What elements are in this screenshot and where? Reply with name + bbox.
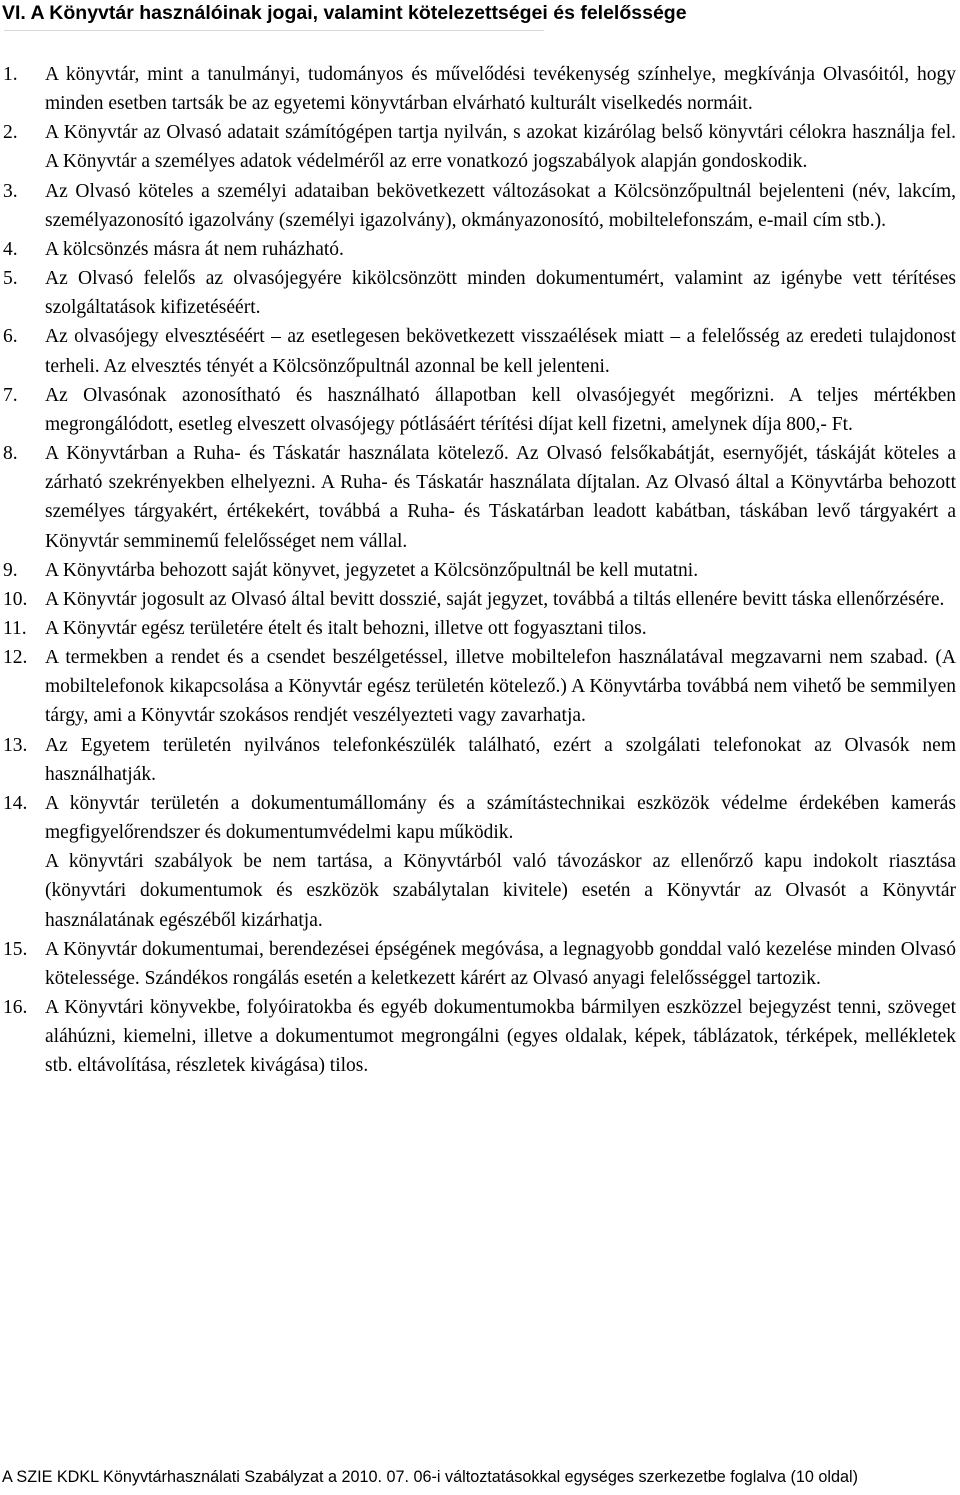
item-number: 2. <box>3 122 18 144</box>
item-text: Az Olvasó felelős az olvasójegyére kikölcsönzött minden dokumentumért, valamint az igénybe vett térítéses szolgáltatások kifizetéséért. <box>45 268 956 319</box>
item-number: 10. <box>3 588 28 610</box>
item-number: 6. <box>3 326 18 348</box>
item-text: A kölcsönzés másra át nem ruházható. <box>45 238 344 260</box>
item-number: 8. <box>3 443 18 465</box>
list-item <box>0 235 956 264</box>
item-number: 1. <box>3 64 18 85</box>
list-item <box>0 585 956 614</box>
section-heading-text: VI. A Könyvtár használóinak jogai, valamint kötelezettségei és felelőssége <box>2 2 687 24</box>
item-number: 14. <box>3 792 28 814</box>
item-text-continued: A könyvtári szabályok be nem tartása, a Könyvtárból való távozáskor az ellenőrző kapu indokolt riasztása (könyvtári dokumentumok és eszközök szabálytalan kivitele) esetén a Könyvtár az Olvasót a Könyvtár használatának egészéből kizárhatja. <box>45 851 956 931</box>
heading-underline <box>4 30 544 31</box>
item-number: 3. <box>3 180 18 202</box>
list-item <box>0 264 956 322</box>
item-text: A Könyvtár egész területére ételt és italt behozni, illetve ott fogyasztani tilos. <box>45 617 647 639</box>
list-item <box>0 381 956 439</box>
section-heading <box>0 0 687 26</box>
footer-text: A SZIE KDKL Könyvtárhasználati Szabályzat a 2010. 07. 06-i változtatásokkal egységes szerkezetbe foglalva (10 oldal) <box>2 1468 859 1486</box>
item-text: Az Olvasónak azonosítható és használható állapotban kell olvasójegyét megőrizni. A teljes mértékben megrongálódott, esetleg elveszett olvasójegy pótlásáért térítési díjat kell fizetni, amelynek díja 800,- Ft. <box>45 384 956 435</box>
item-number: 4. <box>3 238 18 260</box>
item-text: Az Egyetem területén nyilvános telefonkészülék található, ezért a szolgálati telefonokat az Olvasók nem használhatják. <box>45 734 956 785</box>
rules-list <box>0 60 956 1080</box>
list-item <box>0 177 956 235</box>
list-item <box>0 118 956 176</box>
list-item <box>0 643 956 730</box>
item-text: A Könyvtár az Olvasó adatait számítógépen tartja nyilván, s azokat kizárólag belső könyvtári célokra használja fel. A Könyvtár a személyes adatok védelméről az erre vonatkozó jogszabályok alapján gondoskodik. <box>45 122 956 173</box>
list-item <box>0 935 956 993</box>
item-text: A termekben a rendet és a csendet beszélgetéssel, illetve mobiltelefon használatával megzavarni nem szabad. (A mobiltelefonok kikapcsolása a Könyvtár egész területén kötelező.) A Könyvtárba továbbá nem vihető be semmilyen tárgy, ami a Könyvtár szokásos rendjét veszélyezteti vagy zavarhatja. <box>45 647 956 727</box>
item-number: 13. <box>3 734 28 756</box>
item-number: 16. <box>3 997 28 1018</box>
list-item <box>0 789 956 935</box>
item-number: 12. <box>3 647 28 669</box>
page-footer <box>0 1466 960 1488</box>
item-text: A könyvtár területén a dokumentumállomány és a számítástechnikai eszközök védelme érdekében kamerás megfigyelőrendszer és dokumentumvédelmi kapu működik. <box>45 792 956 844</box>
item-number: 7. <box>3 384 18 406</box>
list-item <box>0 439 956 556</box>
list-item <box>0 614 956 643</box>
list-item <box>0 556 956 585</box>
item-number: 15. <box>3 938 28 960</box>
item-number: 11. <box>3 617 27 639</box>
item-text: A Könyvtárba behozott saját könyvet, jegyzetet a Kölcsönzőpultnál be kell mutatni. <box>45 559 699 581</box>
item-text: Az Olvasó köteles a személyi adataiban bekövetkezett változásokat a Kölcsönzőpultnál bejelenteni (név, lakcím, személyazonosító igazolvány (személyi igazolvány), okmányazonosító, mobiltelefonszám, e-mail cím stb.). <box>45 180 956 231</box>
list-item <box>0 60 956 118</box>
list-item <box>0 993 956 1080</box>
item-text: A Könyvtár dokumentumai, berendezései épségének megóvása, a legnagyobb gonddal való kezelése minden Olvasó kötelessége. Szándékos rongálás esetén a keletkezett kárért az Olvasó anyagi felelősséggel tartozik. <box>45 938 956 989</box>
item-number: 9. <box>3 559 18 581</box>
list-item <box>0 731 956 789</box>
item-number: 5. <box>3 268 18 290</box>
item-text: A Könyvtári könyvekbe, folyóiratokba és egyéb dokumentumokba bármilyen eszközzel bejegyzést tenni, szöveget aláhúzni, kiemelni, illetve a dokumentumot megrongálni (egyes oldalak, képek, táblázatok, térképek, mellékletek stb. eltávolítása, részletek kivágása) tilos. <box>45 997 956 1077</box>
item-text: A Könyvtárban a Ruha- és Táskatár használata kötelező. Az Olvasó felsőkabátját, esernyőjét, táskáját köteles a zárható szekrényekben elhelyezni. A Ruha- és Táskatár használata díjtalan. Az Olvasó által a Könyvtárba behozott személyes tárgyakért, értékekért, továbbá a Ruha- és Táskatárban leadott kabátban, táskában levő tárgyakért a Könyvtár semminemű felelősséget nem vállal. <box>45 443 956 552</box>
list-item <box>0 322 956 380</box>
item-text: A Könyvtár jogosult az Olvasó által bevitt dosszié, saját jegyzet, továbbá a tiltás ellenére bevitt táska ellenőrzésére. <box>45 588 945 610</box>
item-text: A könyvtár, mint a tanulmányi, tudományos és művelődési tevékenység színhelye, megkívánja Olvasóitól, hogy minden esetben tartsák be az egyetemi könyvtárban elvárható kulturált viselkedés normáit. <box>45 64 956 115</box>
item-text: Az olvasójegy elvesztéséért – az esetlegesen bekövetkezett visszaélések miatt – a felelősség az eredeti tulajdonost terheli. Az elvesztés tényét a Kölcsönzőpultnál azonnal be kell jelenteni. <box>45 326 956 377</box>
